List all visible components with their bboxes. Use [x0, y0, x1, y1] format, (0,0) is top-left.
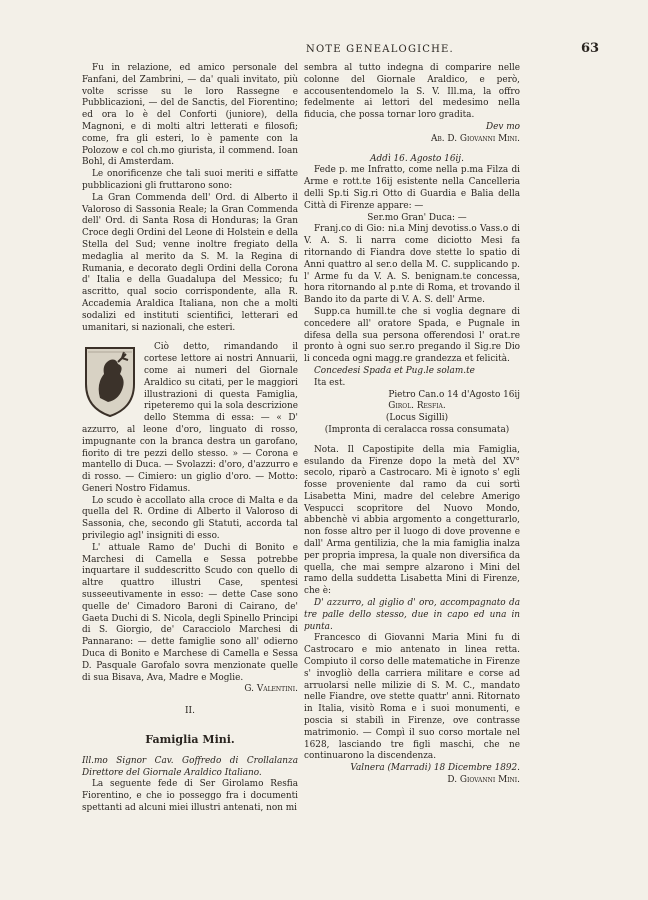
left-column	[82, 63, 298, 815]
signature: G. Valentini.	[244, 684, 298, 695]
paragraph: L' attuale Ramo de' Duchi di Bonito e Marchesi di Camella e Sessa potrebbe inquartare il suddescritto Scudo con quello di altre quattro illustri Case, spentesi susseeutivamente in esso: — dette Case sono quelle de' Cimadoro Baroni di Cairano, de' Gaeta Duchi di S. Nicola, degli Spinello Principi di S. Giorgio, de' Caracciolo Marchesi di Pannarano: — dette famiglie sono all' odierno Duca di Bonito e Marchese di Camella e Sessa D. Pasquale Garofalo sovra menzionate quelle di sua Bisava, Ava, Madre e Moglie.	[82, 542, 298, 683]
coat-of-arms-icon	[82, 344, 138, 418]
divider	[304, 437, 520, 445]
paragraph: Lo scudo è accollato alla croce di Malta e da quella del R. Ordine di Alberto il Valoroso di Sassonia, che, secondo gli Statuti, accorda tal privilegio agl' insigniti di esso.	[82, 495, 298, 542]
dateline: Valnera (Marradi) 18 Dicembre 1892.	[350, 763, 520, 774]
right-column	[304, 63, 520, 787]
paragraph: Concedesi Spada et Pug.le solam.te	[314, 365, 475, 376]
page-number: 63	[581, 41, 600, 56]
paragraph: (Impronta di ceralacca rossa consumata)	[324, 424, 510, 435]
section-title: Famiglia Mini.	[145, 733, 235, 747]
paragraph: D' azzurro, al giglio d' oro, accompagnato da tre palle dello stesso, due in capo ed una in punta.	[304, 598, 520, 632]
paragraph: Fu in relazione, ed amico personale del Fanfani, del Zambrini, — da' quali invitato, più volte scrisse su le loro Rassegne e Pubblicazioni, — del de Sanctis, del Fiorentino; ed ora lo è del Conforti (juniore), della Magnoni, e di molti altri letterati e filosofi; come, fra gli esteri, lo è pamente con la Polozow e col ch.mo giurista, il commend. Ioan Bohl, di Amsterdam.	[82, 63, 298, 168]
paragraph: Fede p. me Infratto, come nella p.ma Filza di Arme e rott.te 16ij esistente nella Cancelleria delli Sp.ti Sig.ri Otto di Guardia e Balia della Città di Firenze appare: —	[304, 165, 520, 211]
paragraph: Girol. Resfia.	[388, 401, 446, 412]
paragraph: Pietro Can.o 14 d'Agosto 16ij	[388, 389, 520, 400]
paragraph: sembra al tutto indegna di comparire nelle colonne del Giornale Araldico, e però, accousentendomelo la S. V. Ill.ma, la offro fedelmente ai lettori del medesimo nella fiducia, che possa tornar loro gradita.	[304, 63, 520, 121]
paragraph: La seguente fede di Ser Girolamo Resfia Fiorentino, e che io posseggo fra i documenti spettanti ad alcuni miei illustri antenati, non mi	[82, 779, 298, 814]
paragraph: (Locus Sigilli)	[385, 413, 449, 424]
running-title: NOTE GENEALOGICHE.	[306, 44, 454, 55]
paragraph: Le onorificenze che tali suoi meriti e siffatte pubblicazioni gli fruttarono sono:	[82, 169, 298, 191]
paragraph: Ser.mo Gran' Duca: —	[367, 212, 467, 223]
dateline: Addì 16. Agosto 16ij.	[370, 153, 464, 164]
paragraph: Nota. Il Capostipite della mia Famiglia, esulando da Firenze dopo la metà del XV° secolo, riparò a Castrocaro. Mi è ignoto s' egli fosse proveniente dal ramo da cui sortì Lisabetta Mini, madre del celebre Amerigo Vespucci scopritore del Nuovo Mondo, abbenchè vi abbia argomento a congetturarlo, non fosse altro per il luogo di dove provenne e dall' Arma gentilizia, che la mia famiglia inalza per propria impresa, la quale non diversifica da quella, che mai sempre alzarono i Mini del ramo della suddetta Lisabetta Mini di Firenze, che è:	[304, 444, 520, 597]
paragraph: La Gran Commenda dell' Ord. di Alberto il Valoroso di Sassonia Reale; la Gran Commenda dell' Ord. di Santa Rosa di Honduras; la Gran Croce degli Ordini del Leone di Holstein e della Stella del Sud; venne inoltre fregiato della medaglia al merito da S. M. la Regina di Rumania, e decorato degli Ordini della Corona d' Italia e della Guadalupa del Messico; fu ascritto, qual socio corrispondente, alla R. Accademia Araldica Italiana, non che a molti sodalizi ed instituti scientifici, letterari ed umanitari, si nazionali, che esteri.	[82, 192, 298, 333]
paragraph: Ita est.	[314, 377, 346, 388]
divider	[304, 146, 520, 154]
signature: Ab. D. Giovanni Mini.	[430, 133, 520, 144]
signature: D. Giovanni Mini.	[447, 775, 520, 786]
paragraph: Ciò detto, rimandando il cortese lettore ai nostri Annuarii, come ai numeri del Giornale Araldico su citati, per le maggiori illustrazioni di questa Famiglia, ripeteremo qui la sola descrizione dello Stemma di essa: — « D' azzurro, al leone d'oro, linguato di rosso, impugnante con la branca destra un garofano, fiorito di tre pezzi dello stesso. » — Corona e mantello di Duca. — Svolazzi: d'oro, d'azzurro e di rosso. — Cimiero: un giglio d'oro. — Motto: Generi Nostro Fidamus.	[82, 342, 298, 494]
section-number: II.	[185, 706, 195, 717]
address: Ill.mo Signor Cav. Goffredo di Crollalanza Direttore del Giornale Araldico Italiano.	[82, 755, 298, 778]
paragraph: Franj.co di Gio: ni.a Minj devotiss.o Vass.o di V. A. S. li narra come diciotto Mesi fa ritornando di Fiandra dove stette lo spatio di Anni quattro al ser.o della M. C. supplicando p. l' Arme fu da V. A. S. benignam.te concessa, hora ritornando al p.nte di Roma, et trovando il Bando ito da parte di V. A. S. dell' Arme.	[304, 224, 520, 306]
closing: Dev mo	[486, 121, 520, 132]
paragraph: Francesco di Giovanni Maria Mini fu di Castrocaro e mio antenato in linea retta. Compiuto il corso delle matematiche in Firenze s' invogliò della carriera militare e corse ad arruolarsi nelle milizie di S. M. C., mandato nelle Fiandre, ove stette quattr' anni. Ritornato in Italia, visitò Roma e i suoi monumenti, e poscia si stabilì in Firenze, ove contrasse matrimonio. — Compì il suo corso mortale nel 1628, lasciando tre figli maschi, che ne continuarono la discendenza.	[304, 633, 520, 762]
paragraph: Supp.ca humill.te che si voglia degnare di concedere all' oratore Spada, e Pugnale in difesa della sua persona offerendosi l' orat.re pronto à ogni suo ser.ro pregando il Sig.re Dio li conceda ogni magg.re grandezza et felicità.	[304, 306, 520, 365]
